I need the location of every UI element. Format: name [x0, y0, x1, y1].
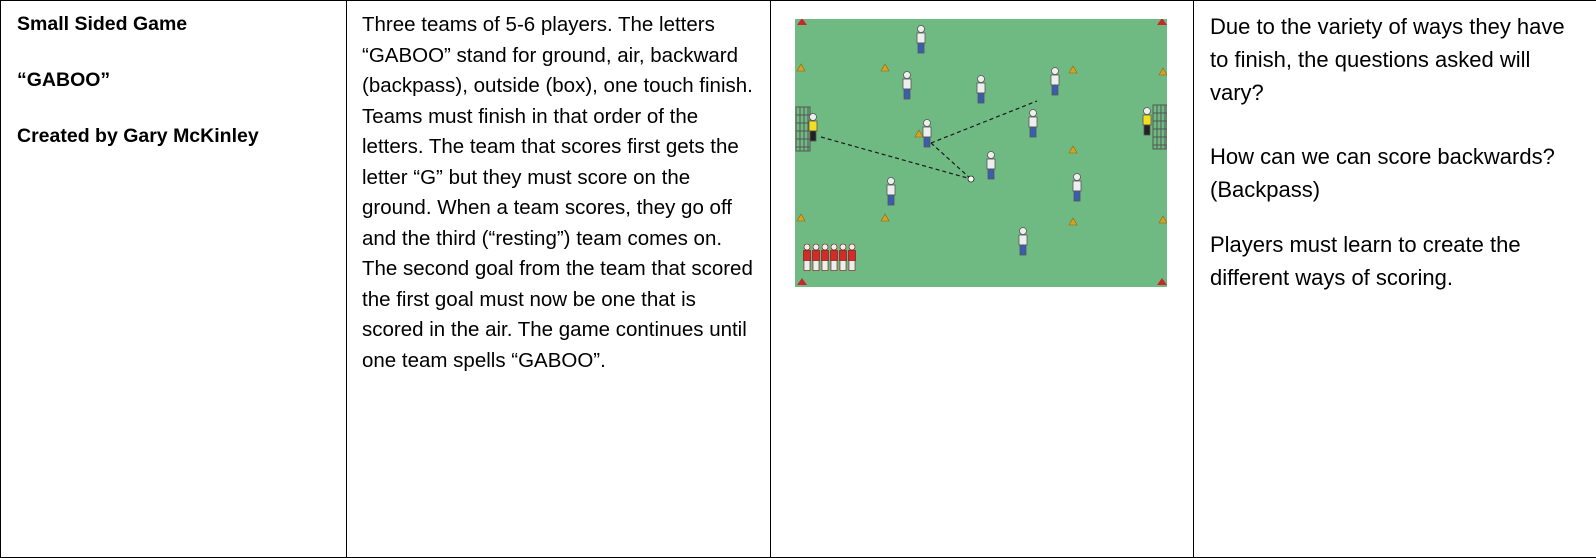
activity-info-cell [1, 0, 346, 558]
diagram-cell [771, 0, 1193, 558]
activity-name: “GABOO” [17, 69, 111, 91]
question-1: Due to the variety of ways they have to finish, the questions asked will vary? [1210, 14, 1565, 105]
description-cell [347, 0, 770, 558]
activity-title: Small Sided Game [17, 13, 188, 35]
ball-icon [968, 176, 974, 182]
pitch-diagram [795, 19, 1167, 287]
activity-description: Three teams of 5-6 players. The letters “GABOO” stand for ground, air, backward (backpass), outside (box), one touch finish. Teams must finish in that order of the letters. The team that scores first gets the letter “G” but they must score on the ground. When a team scores, they go off and the third (“resting”) team comes on. The second goal from the team that scored the first goal must now be one that is scored in the air. The game continues until one team spells “GABOO”. [362, 13, 753, 372]
questions-cell [1194, 0, 1596, 558]
question-2: How can we can score backwards? (Backpass) [1210, 144, 1555, 202]
question-3: Players must learn to create the different ways of scoring. [1210, 232, 1521, 290]
activity-author: Created by Gary McKinley [17, 125, 259, 147]
